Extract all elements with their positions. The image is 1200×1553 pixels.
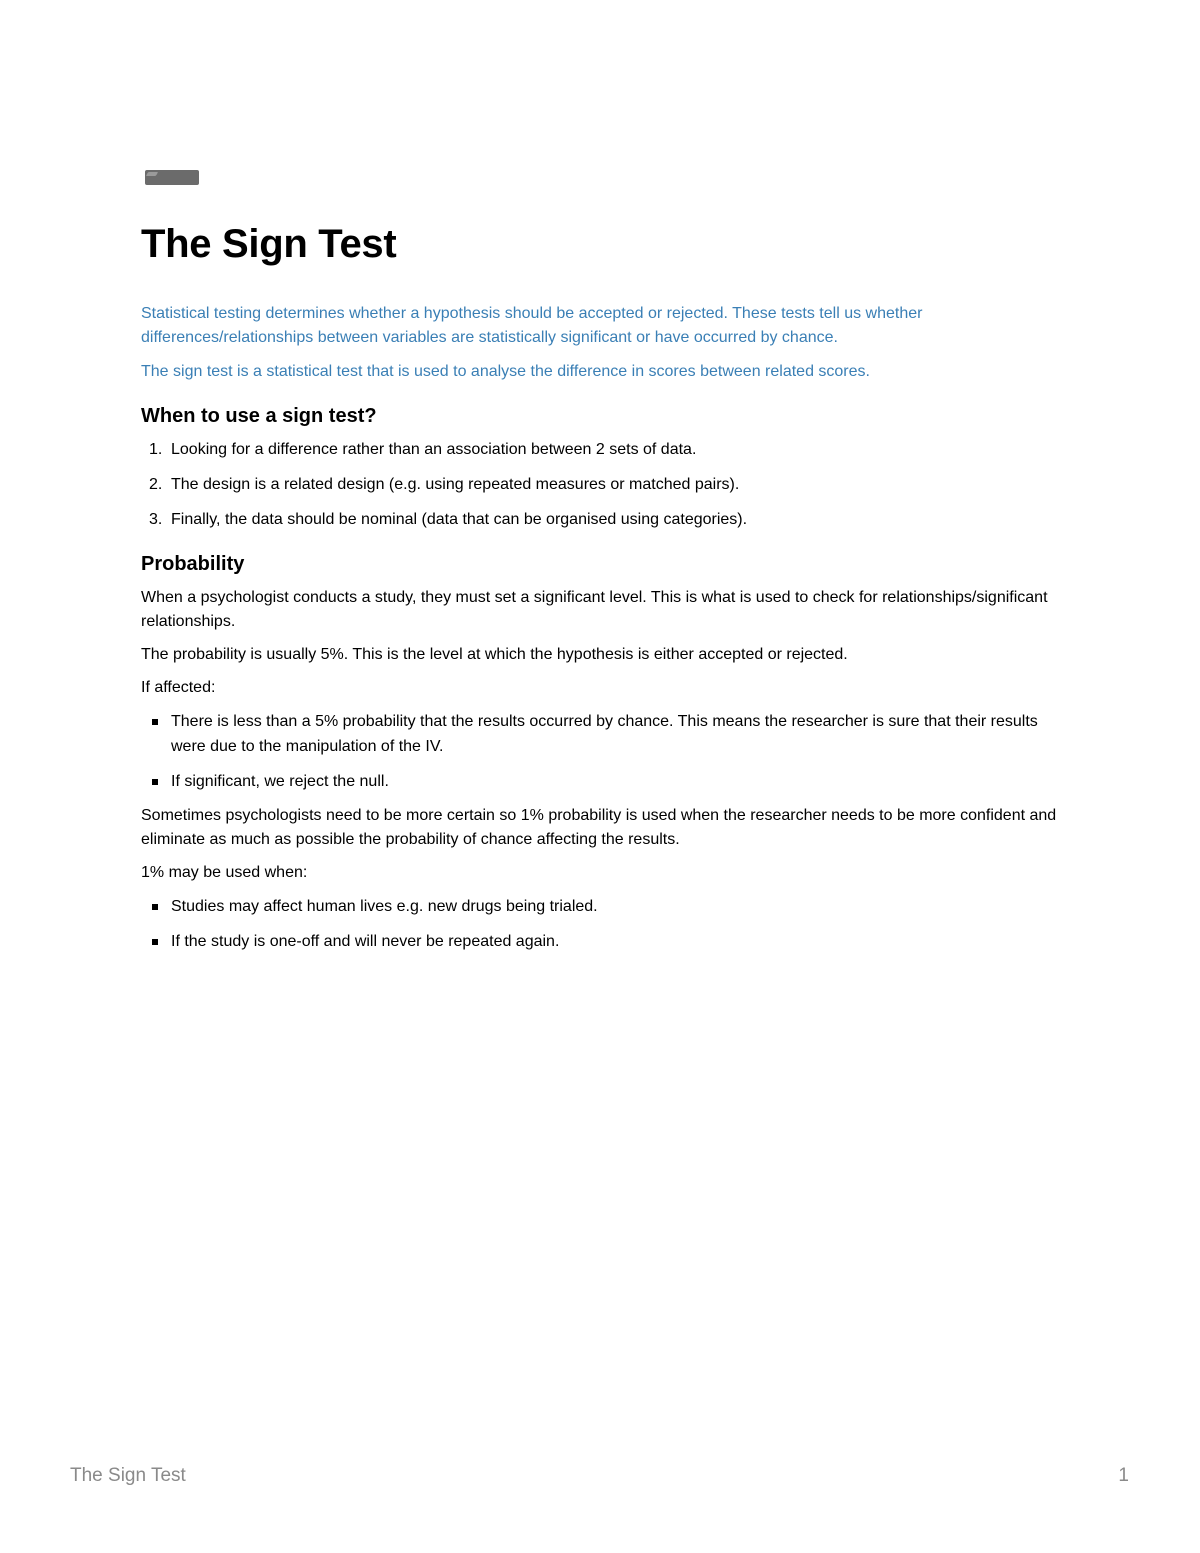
bullet-icon	[152, 719, 158, 725]
body-paragraph: If affected:	[141, 679, 216, 696]
bullet-item	[141, 929, 1061, 954]
list-number: 1.	[149, 441, 163, 458]
intro-paragraph: The sign test is a statistical test that is used to analyse the difference in scores between related scores.	[141, 363, 870, 380]
footer-page-number: 1	[1118, 1465, 1129, 1486]
body-paragraph: When a psychologist conducts a study, they must set a significant level. This is what is used to check for relationships/significant relationships.	[141, 589, 1048, 630]
body-paragraph: 1% may be used when:	[141, 864, 308, 881]
bullet-icon	[152, 779, 158, 785]
list-item	[141, 508, 1061, 532]
footer-title: The Sign Test	[70, 1465, 186, 1486]
intro-paragraph: Statistical testing determines whether a hypothesis should be accepted or rejected. These tests tell us whether differences/relationships between variables are statistically significant or have occurred by chance.	[141, 305, 923, 346]
list-number: 2.	[149, 476, 163, 493]
section-heading-probability: Probability	[141, 553, 245, 575]
bullet-list	[141, 709, 1061, 794]
bullet-icon	[152, 904, 158, 910]
body-paragraph: The probability is usually 5%. This is the level at which the hypothesis is either accepted or rejected.	[141, 646, 848, 663]
body-paragraph: Sometimes psychologists need to be more certain so 1% probability is used when the researcher needs to be more confident and eliminate as much as possible the probability of chance affecting the results.	[141, 807, 1057, 848]
list-number: 3.	[149, 511, 163, 528]
bullet-text: There is less than a 5% probability that the results occurred by chance. This means the researcher is sure that their results were due to the manipulation of the IV.	[171, 713, 1038, 755]
numbered-list	[141, 438, 1061, 532]
page-title: The Sign Test	[141, 222, 397, 266]
section-heading-when: When to use a sign test?	[141, 405, 377, 427]
bullet-icon	[152, 939, 158, 945]
bullet-list	[141, 894, 1061, 954]
list-item-text: The design is a related design (e.g. using repeated measures or matched pairs).	[171, 476, 740, 493]
bullet-text: If the study is one-off and will never be repeated again.	[171, 933, 560, 950]
list-item	[141, 473, 1061, 497]
list-item-text: Looking for a difference rather than an association between 2 sets of data.	[171, 441, 697, 458]
bullet-item	[141, 709, 1061, 759]
bullet-text: Studies may affect human lives e.g. new drugs being trialed.	[171, 898, 598, 915]
page-icon	[145, 170, 199, 185]
bullet-item	[141, 769, 1061, 794]
bullet-text: If significant, we reject the null.	[171, 773, 389, 790]
intro-callout	[141, 302, 1061, 384]
list-item-text: Finally, the data should be nominal (data that can be organised using categories).	[171, 511, 748, 528]
list-item	[141, 438, 1061, 462]
document-content	[141, 218, 1061, 964]
bullet-item	[141, 894, 1061, 919]
